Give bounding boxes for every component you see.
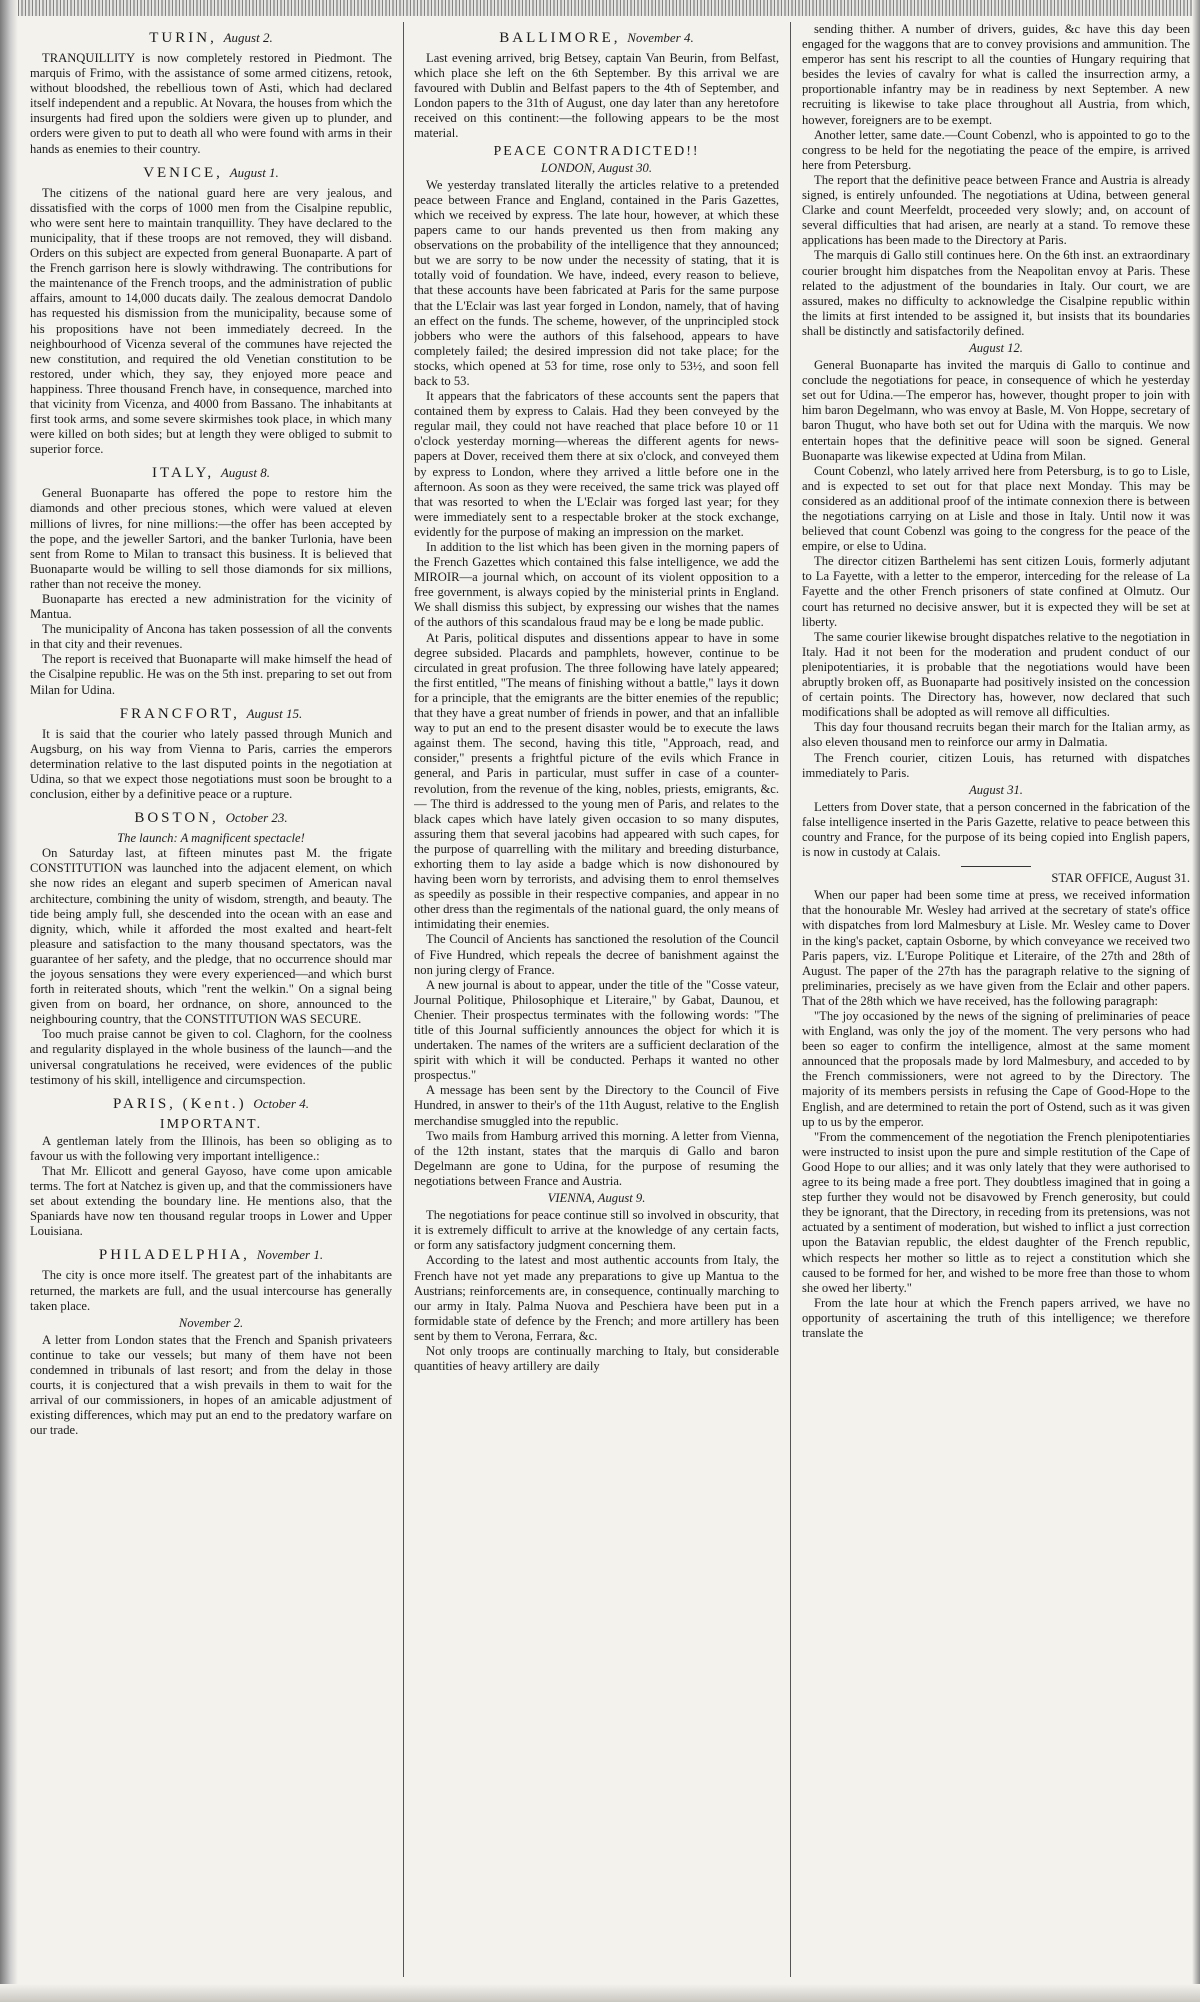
dateline-heading bbox=[30, 163, 392, 183]
article-paragraph: The report that the definitive peace between France and Austria is already signed, is entirely unfounded. The negotiations at Udina, between general Clarke and count Meerfeldt, proceeded very slowly; and, on account of several difficulties that had arisen, are nearly at a stand. To remove these applications has been made to the Directory at Paris. bbox=[802, 172, 1190, 248]
article-paragraph: "From the commencement of the negotiation the French plenipotentiaries were instructed to insist upon the pure and simple restitution of the Cape of Good Hope to our allies; and it was only lately that they were authorised to agree to its being made a free port. They doubtless imagined that in going a step further they would not be disavowed by French generosity, but could they be ignorant, that the Directory, in receding from its pretensions, was not actuated by a sentiment of moderation, but wished to inflict a just correction upon the Batavian republic, the eldest daughter of the French republic, which respects her mother so little as to reject a constitution which she caused to be formed for her, and wished to be more free than those to whom she owed her liberty." bbox=[802, 1129, 1190, 1295]
article-paragraph: TRANQUILLITY is now completely restored in Piedmont. The marquis of Frimo, with the assistance of some armed citizens, retook, without bloodshed, the rebellious town of Asti, which had declared itself independent and a republic. At Novara, the houses from which the insurgents had fired upon the soldiers were given up to plunder, and orders were given to put to death all who were found with arms in their hands as enemies to their country. bbox=[30, 51, 392, 156]
dateline-date: August 1. bbox=[229, 164, 279, 180]
top-border-ornament bbox=[0, 0, 1200, 16]
dateline-heading bbox=[414, 28, 779, 48]
dateline-heading bbox=[30, 463, 392, 483]
dateline-date: October 4. bbox=[253, 1095, 309, 1111]
article-paragraph: In addition to the list which has been given in the morning papers of the French Gazettes which contained this false intelligence, we add the MIROIR—a journal which, on account of its violent opposition to a free government, is always copied by the ministerial prints in England. We shall dismiss this subject, by expressing our wishes that the names of the authors of this scandalous fraud may be e long be made public. bbox=[414, 540, 779, 630]
article-paragraph: According to the latest and most authentic accounts from Italy, the French have not yet made any preparations to give up Mantua to the Austrians; reinforcements are, in consequence, continually marching to our army in Italy. Palma Nuova and Peschiera have been put in a formidable state of defence by the French; and more artillery has been sent by them to Verona, Ferrara, &c. bbox=[414, 1253, 779, 1343]
dateline-date: November 1. bbox=[256, 1247, 324, 1263]
dateline-place: FRANCFORT, bbox=[119, 705, 240, 722]
column-right bbox=[802, 22, 1190, 1987]
article-paragraph: A gentleman lately from the Illinois, has been so obliging as to favour us with the following very important intelligence.: bbox=[30, 1133, 392, 1163]
article-paragraph: The report is received that Buonaparte will make himself the head of the Cisalpine republic. He was on the 5th inst. preparing to set out from Milan for Udina. bbox=[30, 652, 392, 697]
dateline-date: November 4. bbox=[627, 30, 694, 45]
dateline-place: ITALY, bbox=[152, 465, 215, 482]
article-paragraph: Last evening arrived, brig Betsey, captain Van Beurin, from Belfast, which place she left on the 6th September. By this arrival we are favoured with Dublin and Belfast papers to the 4th of September, and London papers to the 31th of August, one day later than any heretofore received on this continent:—the following appears to be the most material. bbox=[414, 51, 779, 141]
article-paragraph: sending thither. A number of drivers, guides, &c have this day been engaged for the waggons that are to convey provisions and ammunition. The emperor has sent his rescript to all the counties of Hungary requiring that besides the levies of cavalry for what is called the insurrection army, a proportionable infantry may be in readiness by next September. A new recruiting is likewise to take place throughout all Austria, from which, however, foreigners are to be exempt. bbox=[802, 22, 1190, 127]
article-paragraph: We yesterday translated literally the articles relative to a pretended peace between France and England, contained in the Paris Gazettes, which we received by express. The late hour, however, at which these papers came to our hands prevented us then from making any observations on the probability of the intelligence that they announced; but we are sorry to be now under the necessity of stating, that it is totally void of foundation. We have, indeed, every reason to believe, that these accounts have been fabricated at Paris for the same purpose that the L'Eclair was last year forged in London, namely, that of having an effect on the funds. The scheme, however, of the unprincipled stock jobbers who were the authors of this falsehood, appears to have completely failed; the desired impression did not take place; for the stocks, which opened at 53 for time, rose only to 53½, and soon fell back to 53. bbox=[414, 177, 779, 388]
dateline-heading bbox=[30, 1094, 392, 1114]
article-paragraph: "The joy occasioned by the news of the signing of preliminaries of peace with England, was only the joy of the moment. The very persons who had been so eager to confirm the intelligence, almost at the same moment announced that the proposals made by lord Malmesbury, and acceded to by the French commissioners, were not agreed to by the Directory. The majority of its members persists in refusing the Cape of Good-Hope to the English, and are determined to retain the port of Ostend, such as it was given up to us by the emperor. bbox=[802, 1009, 1190, 1129]
article-subheading: The launch: A magnificent spectacle! bbox=[117, 831, 305, 846]
dateline-heading bbox=[30, 28, 392, 48]
dateline-date: August 2. bbox=[223, 30, 273, 45]
article-dateline: November 2. bbox=[178, 1315, 244, 1330]
article-paragraph: The same courier likewise brought dispatches relative to the negotiation in Italy. Had it not been for the moderation and prudent conduct of our plenipotentiaries, it is probable that the negotiations would have been abruptly broken off, as Buonaparte had positively insisted on the concession of certain points. The Directory has, however, now declared that such modifications shall be adopted as will remove all difficulties. bbox=[802, 629, 1190, 720]
article-paragraph: Letters from Dover state, that a person concerned in the fabrication of the false intelligence inserted in the Paris Gazette, relative to peace between this country and France, for the purpose of its being copied into English papers, is now in custody at Calais. bbox=[802, 799, 1190, 860]
dateline-date: October 23. bbox=[225, 810, 288, 826]
dateline-heading bbox=[30, 704, 392, 724]
article-paragraph: The municipality of Ancona has taken possession of all the convents in that city and their revenues. bbox=[30, 622, 392, 652]
right-page-edge bbox=[1192, 0, 1200, 2002]
column-rule-right bbox=[790, 22, 791, 1977]
article-paragraph: Another letter, same date.—Count Cobenzl, who is appointed to go to the congress to be held for the negotiating the peace of the empire, is arrived here from Petersburg. bbox=[802, 127, 1190, 172]
article-paragraph: The citizens of the national guard here are very jealous, and dissatisfied with the corps of 1000 men from the Cisalpine republic, who were sent here to maintain tranquillity. They have declared to the municipality, that if these troops are not removed, they will disband. Orders on this subject are expected from general Buonaparte. A part of the French garrison here is slowly withdrawing. The contributions for the maintenance of the French troops, and the administration of public affairs, amount to 14,000 ducats daily. The zealous democrat Dandolo has requested his dismission from the municipality, because some of his propositions have not been immediately decreed. In the neighbourhood of Vicenza several of the communes have rejected the new constitution, and required the old Venetian constitution to be restored, under which, they say, they enjoyed more peace and happiness. Three thousand French have, in consequence, marched into that vicinity from Vicenza, and 4000 from Bassano. The inhabitants at first took arms, and some severe skirmishes took place, in which many were killed on both sides; but at length they were obliged to submit to superior force. bbox=[30, 185, 392, 457]
dateline-heading bbox=[30, 1245, 392, 1265]
article-dateline: VIENNA, August 9. bbox=[547, 1191, 646, 1206]
dateline-place: BOSTON, bbox=[134, 810, 219, 827]
article-paragraph: A letter from London states that the French and Spanish privateers continue to take our vessels; but many of them have not been condemned in tribunals of last resort; and from the delay in those courts, it is conjectured that a wish prevails in them to wait for the arrival of our commissioners, in hopes of an amicable adjustment of existing differences, which may put an end to the predatory warfare on our trade. bbox=[30, 1332, 392, 1438]
dateline-heading bbox=[30, 808, 392, 828]
article-paragraph: Not only troops are continually marching to Italy, but considerable quantities of heavy artillery are daily bbox=[414, 1343, 779, 1374]
article-paragraph: When our paper had been some time at press, we received information that the honourable Mr. Wesley had arrived at the secretary of state's office with dispatches from lord Malmesbury at Lisle. Mr. Wesley came to Dover in the king's packet, captain Osborne, by which conveyance we received two Paris papers, viz. L'Europe Politique et Literaire, of the 27th and 28th of August. The paper of the 27th has the paragraph relative to the signing of preliminaries, precisely as we have given from the Eclair and other papers. That of the 28th which we have received, has the following paragraph: bbox=[802, 888, 1190, 1008]
dateline-date: August 8. bbox=[220, 465, 270, 481]
article-paragraph: General Buonaparte has invited the marquis di Gallo to continue and conclude the negotiations for peace, in consequence of which he yesterday set out for Udina.—The emperor has, however, thought proper to join with him baron Degelmann, who was envoy at Basle, M. Von Hoppe, secretary of baron Thugut, who have both set out for Udina with the marquis. We now entertain hopes that the definitive peace will soon be signed. General Buonaparte was likewise expected at Udina from Milan. bbox=[802, 358, 1190, 463]
dateline-date: August 15. bbox=[246, 705, 303, 721]
article-paragraph: That Mr. Ellicott and general Gayoso, have come upon amicable terms. The fort at Natchez is given up, and that the commissioners have set about extending the boundary line. He mentions also, that the Spaniards have now ten thousand regular troops in Lower and Upper Louisiana. bbox=[30, 1164, 392, 1239]
article-paragraph: The director citizen Barthelemi has sent citizen Louis, formerly adjutant to La Fayette, with a letter to the emperor, interceding for the release of La Fayette and the other French prisoners of state confined at Olmutz. Our court has returned no decisive answer, but it is expected they will be set at liberty. bbox=[802, 554, 1190, 629]
article-dateline: August 12. bbox=[969, 340, 1023, 355]
article-paragraph: Too much praise cannot be given to col. Claghorn, for the coolness and regularity displayed in the whole business of the launch—and the universal congratulations he received, were evidences of the public testimony of his skill, intelligence and circumspection. bbox=[30, 1027, 392, 1087]
article-paragraph: General Buonaparte has offered the pope to restore him the diamonds and other precious stones, which were valued at eleven millions of livres, for nine millions:—the offer has been accepted by the pope, and the jeweller Sartori, and the banker Turlonia, have been sent from Rome to Milan to transact this business. It is believed that Buonaparte would be willing to sell those diamonds for six millions, rather than not receive the money. bbox=[30, 486, 392, 591]
column-middle bbox=[414, 22, 779, 1987]
article-dateline: LONDON, August 30. bbox=[540, 160, 653, 175]
dateline-place: PARIS, (Kent.) bbox=[113, 1095, 247, 1112]
article-paragraph: Count Cobenzl, who lately arrived here from Petersburg, is to go to Lisle, and is expected to set out for that place next Monday. This may be considered as an additional proof of the intimate connexion there is between the negotiations carrying on at Lisle and those in Italy. Until now it was believed that count Cobenzl was going to the congress for the peace of the empire, or else to Udina. bbox=[802, 463, 1190, 554]
article-paragraph: It is said that the courier who lately passed through Munich and Augsburg, on his way from Vienna to Paris, carries the emperors determination relative to the last disputed points in the negotiation at Udina, so that we expect those negotiations must soon be brought to a conclusion, either by a definitive peace or a rupture. bbox=[30, 726, 392, 802]
article-paragraph: At Paris, political disputes and dissentions appear to have in some degree subsided. Placards and pamphlets, however, continue to be circulated in great profusion. The three following have lately appeared; the first entitled, "The means of finishing without a battle," lays it down for a principle, that the emigrants are the bitter enemies of the republic; that they have a great number of friends in power, and that an infallible way to put an end to the present disaster would be to execute the laws against them. The second, having this title, "Approach, read, and consider," presents a frightful picture of the evils which France in general, and Paris in particular, must suffer in case of a counter-revolution, from the revenue of the king, nobles, priests, emigrants, &c.— The third is addressed to the young men of Paris, and relates to the black capes which have lately given occasion to so many disputes, assuring them that several jacobins had appeared with such capes, for the purpose of quarrelling with the military and breeding disturbance, exhorting them to lay aside a badge which is now dishonoured by having been worn by terrorists, and advising them to enrol themselves as speedily as possible in their respective companies, and appear in no other dress than the regimentals of the national guard, the only means of intimidating their enemies. bbox=[414, 630, 779, 932]
dateline-place: BALLIMORE, bbox=[499, 30, 621, 46]
article-paragraph: It appears that the fabricators of these accounts sent the papers that contained them by express to Calais. Had they been conveyed by the regular mail, they could not have reached that place before 10 or 11 o'clock yesterday morning—whereas the different agents for news-papers at Dover, received them there at six o'clock, and conveyed them by express to London, where they arrived a little before one in the afternoon. As soon as they were received, the same trick was played off that was resorted to when the L'Eclair was forged last year; for they were immediately sent to a respectable broker at the stock exchange, evidently for the purpose of making an impression on the market. bbox=[414, 389, 779, 539]
article-paragraph: The French courier, citizen Louis, has returned with dispatches immediately to Paris. bbox=[802, 750, 1190, 780]
article-paragraph: Buonaparte has erected a new administration for the vicinity of Mantua. bbox=[30, 592, 392, 622]
article-dateline: August 31. bbox=[969, 782, 1023, 797]
article-paragraph: The negotiations for peace continue still so involved in obscurity, that it is extremely difficult to arrive at the knowledge of any certain facts, or form any satisfactory judgment concerning them. bbox=[414, 1208, 779, 1253]
article-paragraph: This day four thousand recruits began their march for the Italian army, as also eleven thousand men to reinforce our army in Dalmatia. bbox=[802, 720, 1190, 750]
article-paragraph: Two mails from Hamburg arrived this morning. A letter from Vienna, of the 12th instant, states that the marquis di Gallo and baron Degelmann are gone to Udina, for the purpose of resuming the negotiations between France and Austria. bbox=[414, 1128, 779, 1188]
section-divider bbox=[961, 866, 1031, 867]
dateline-place: TURIN, bbox=[149, 30, 217, 46]
article-paragraph: The city is once more itself. The greatest part of the inhabitants are returned, the markets are full, and the usual intercourse has generally taken place. bbox=[30, 1268, 392, 1313]
dateline-place: PHILADELPHIA, bbox=[98, 1247, 250, 1264]
dateline-place: VENICE, bbox=[143, 164, 223, 181]
article-paragraph: The marquis di Gallo still continues here. On the 6th inst. an extraordinary courier brought him dispatches from the Neapolitan envoy at Paris. These related to the adjustment of the boundaries in Italy. Our court, we are assured, makes no difficulty to acknowledge the Cisalpine republic within the limits at first intended to be assigned it, but insists that its boundaries shall be distinctly and satisfactorily defined. bbox=[802, 248, 1190, 338]
article-paragraph: A message has been sent by the Directory to the Council of Five Hundred, in answer to their's of the 11th August, relative to the English merchandise smuggled into the republic. bbox=[414, 1083, 779, 1128]
column-left bbox=[30, 22, 392, 1987]
article-paragraph: On Saturday last, at fifteen minutes past M. the frigate CONSTITUTION was launched into the adjacent element, on which she now rides an elegant and superb specimen of American naval architecture, combining the unity of wisdom, strength, and beauty. The tide being amply full, she descended into the ocean with an ease and dignity, which, while it afforded the most exalted and heart-felt pleasure and satisfaction to the many thousand spectators, was the guarantee of her safety, and the pledge, that no occurrence should mar the joyous sensations they were every experienced—and which burst forth in reiterated shouts, which "rent the welkin." On a signal being given from on board, her ordnance, on shore, announced to the neighbouring country, that the CONSTITUTION WAS SECURE. bbox=[30, 846, 392, 1027]
article-headline: IMPORTANT. bbox=[159, 1116, 263, 1132]
column-rule-left bbox=[403, 22, 404, 1977]
article-source-line: STAR OFFICE, August 31. bbox=[1051, 871, 1190, 886]
article-headline: PEACE CONTRADICTED!! bbox=[493, 143, 700, 159]
article-paragraph: The Council of Ancients has sanctioned the resolution of the Council of Five Hundred, which repeals the decree of banishment against the non juring clergy of France. bbox=[414, 932, 779, 977]
left-page-edge bbox=[0, 0, 18, 2002]
article-paragraph: A new journal is about to appear, under the title of the "Cosse vateur, Journal Politique, Philosophique et Literaire," by Gabat, Daunou, et Chenier. Their prospectus terminates with the following words: "The title of this Journal sufficiently announces the object for which it is undertaken. The names of the writers are a sufficient declaration of the spirit with which it will be conducted. Perhaps it wanted no other prospectus." bbox=[414, 977, 779, 1083]
article-paragraph: From the late hour at which the French papers arrived, we have no opportunity of ascertaining the truth of this intelligence; we therefore translate the bbox=[802, 1295, 1190, 1340]
